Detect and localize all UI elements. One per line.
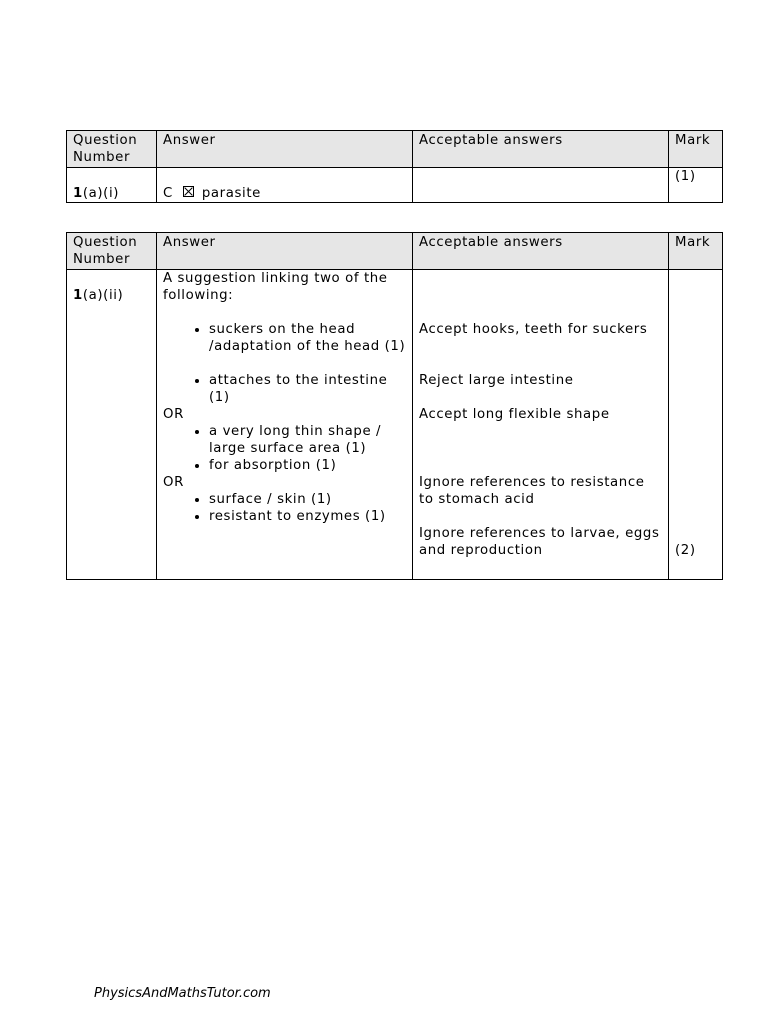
answer-intro: A suggestion linking two of the following: [163, 271, 388, 303]
question-number-main: 1 [73, 288, 83, 303]
mark-scheme-table-1a-ii [66, 232, 723, 580]
list-item: • resistant to enzymes (1) [209, 508, 406, 525]
answer-text: parasite [201, 186, 261, 201]
mark-scheme-table-1a-i [66, 130, 723, 203]
mark-value: (2) [675, 543, 696, 558]
header-question-number: Question Number [67, 233, 157, 270]
question-number-cell [67, 168, 157, 203]
footer-source: PhysicsAndMathsTutor.com [94, 986, 271, 1001]
header-acceptable-answers: Acceptable answers [413, 233, 669, 270]
acceptable-item: Accept hooks, teeth for suckers [419, 322, 648, 337]
header-answer: Answer [157, 233, 413, 270]
bullet-list-group-1 [163, 321, 406, 406]
bullet-list-group-3 [163, 491, 406, 525]
acceptable-item: Ignore references to resistance to stomach acid [419, 475, 645, 507]
list-item: • for absorption (1) [209, 457, 406, 474]
acceptable-answers-cell [413, 270, 669, 580]
crossed-box-icon [183, 186, 194, 197]
question-number-part: (a)(ii) [82, 288, 124, 303]
question-number-main: 1 [73, 186, 83, 201]
table-row [67, 270, 723, 580]
or-separator: OR [163, 407, 184, 422]
bullet-list-group-2 [163, 423, 406, 474]
answer-cell [157, 270, 413, 580]
answer-letter: C [163, 186, 173, 201]
header-answer: Answer [157, 131, 413, 168]
header-mark: Mark [669, 233, 723, 270]
header-mark: Mark [669, 131, 723, 168]
mark-cell [669, 270, 723, 580]
question-number-part: (a)(i) [82, 186, 120, 201]
header-acceptable-answers: Acceptable answers [413, 131, 669, 168]
list-item: • attaches to the intestine (1) [209, 372, 406, 406]
list-item: • surface / skin (1) [209, 491, 406, 508]
mark-cell: (1) [669, 168, 723, 203]
or-separator: OR [163, 475, 184, 490]
acceptable-item: Ignore references to larvae, eggs and reproduction [419, 526, 660, 558]
question-number-cell [67, 270, 157, 580]
header-question-number: Question Number [67, 131, 157, 168]
table-row [67, 168, 723, 203]
answer-cell [157, 168, 413, 203]
acceptable-item: Reject large intestine [419, 373, 574, 388]
list-item: • a very long thin shape / large surface area (1) [209, 423, 406, 457]
acceptable-item: Accept long flexible shape [419, 407, 610, 422]
header-row [67, 233, 723, 270]
acceptable-answers-cell [413, 168, 669, 203]
list-item: • suckers on the head /adaptation of the head (1) [209, 321, 406, 355]
header-row [67, 131, 723, 168]
